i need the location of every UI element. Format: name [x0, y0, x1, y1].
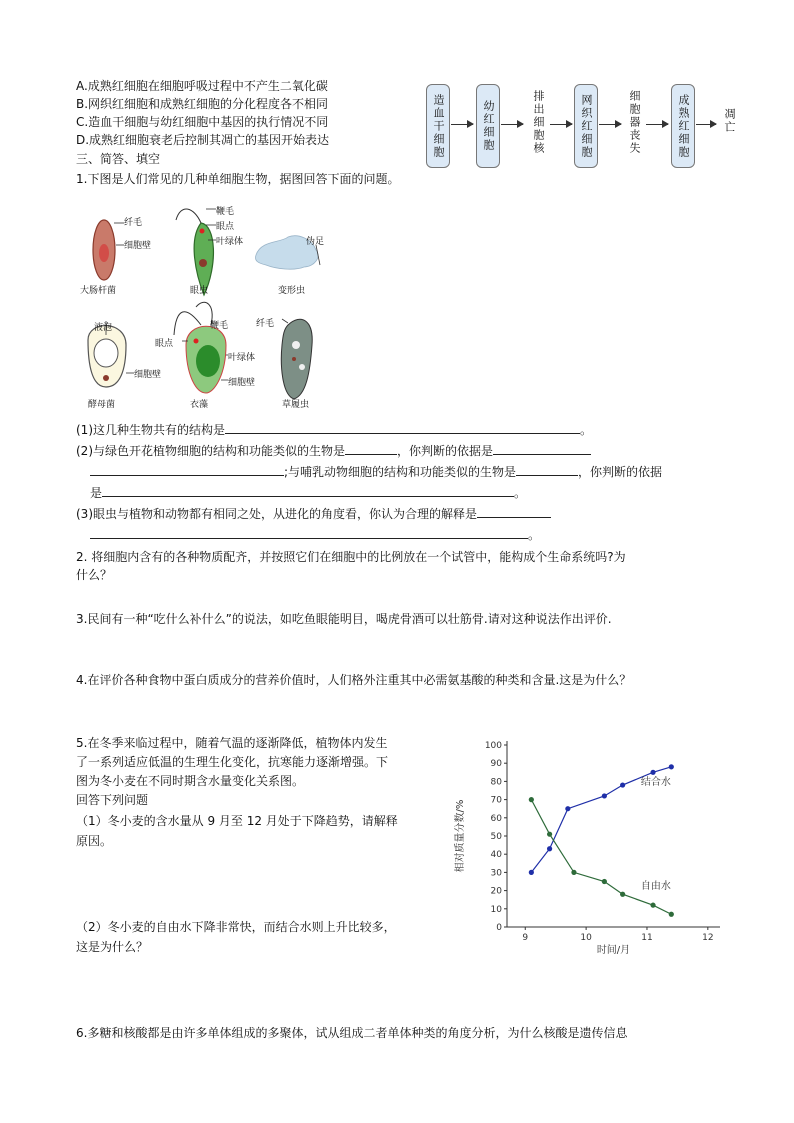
label-euglena-eyespot: 眼点: [216, 222, 235, 232]
label-chlamy-flagellum: 鞭毛: [210, 321, 229, 331]
option-c: C.造血干细胞与幼红细胞中基因的执行情况不同: [76, 115, 329, 129]
name-euglena: 眼虫: [190, 286, 209, 296]
x-tick-label: 11: [641, 933, 653, 943]
q5-sub1-line1: （1）冬小麦的含水量从 9 月至 12 月处于下降趋势，请解释: [76, 814, 398, 828]
q6-line1: 6.多糖和核酸都是由许多单体组成的多聚体，试从组成二者单体种类的角度分析，为什么核酸是遗传信息: [76, 1026, 628, 1040]
q1-part2-line3: 是 。: [90, 483, 526, 502]
q1-stem: 1.下图是人们常见的几种单细胞生物，据图回答下面的问题。: [76, 172, 400, 186]
y-tick-label: 80: [490, 777, 502, 788]
answer-blank[interactable]: [90, 525, 528, 539]
x-tick-label: 9: [522, 933, 529, 943]
q1-part3-line1: (3)眼虫与植物和动物都有相同之处，从进化的角度看，你认为合理的解释是: [76, 504, 551, 523]
x-tick-label: 12: [702, 933, 714, 943]
q5-line2: 了一系列适应低温的生理生化变化，抗寒能力逐渐增强。下: [76, 755, 389, 769]
q2-line2: 什么？: [76, 568, 113, 582]
data-point: [669, 912, 674, 917]
organism-illustrations: [76, 195, 346, 415]
y-tick-label: 30: [490, 868, 502, 879]
data-point: [565, 806, 570, 811]
label-euglena-chloroplast: 叶绿体: [216, 237, 244, 247]
answer-blank[interactable]: [102, 483, 514, 497]
label-ecoli-cilia: 纤毛: [124, 218, 143, 228]
y-tick-label: 100: [484, 741, 502, 751]
flow-step-reticulocyte: 网织红细胞: [574, 84, 598, 168]
name-chlamydomonas: 衣藻: [190, 400, 209, 410]
y-tick-label: 40: [490, 850, 502, 861]
label-yeast-vacuole: 液泡: [94, 323, 113, 333]
q2-line1: 2. 将细胞内含有的各种物质配齐，并按照它们在细胞中的比例放在一个试管中，能构成个生命系统吗?为: [76, 550, 626, 564]
ecoli-illustration: [93, 220, 124, 280]
flow-arrow: [696, 124, 716, 125]
option-d: D.成熟红细胞衰老后控制其凋亡的基因开始表达: [76, 133, 330, 147]
label-yeast-cell-wall: 细胞壁: [134, 370, 162, 380]
y-tick-label: 50: [490, 832, 502, 842]
q5-line3: 图为冬小麦在不同时期含水量变化关系图。: [76, 774, 305, 788]
q1-part2-line2: ;与哺乳动物细胞的结构和功能类似的生物是 ，你判断的依据: [90, 462, 662, 481]
y-tick-label: 20: [490, 886, 502, 897]
flow-step-apoptosis: 凋亡: [723, 108, 736, 134]
name-yeast: 酵母菌: [88, 400, 116, 410]
name-paramecium: 草履虫: [282, 400, 310, 410]
flow-arrow: [599, 124, 621, 125]
label-euglena-flagellum: 鞭毛: [216, 207, 235, 217]
q5-sub1-line2: 原因。: [76, 834, 113, 848]
label-paramecium-cilia: 纤毛: [256, 319, 275, 329]
y-tick-label: 0: [496, 923, 502, 933]
series-line-1: [531, 800, 671, 915]
y-tick-label: 70: [490, 795, 502, 806]
data-point: [529, 797, 534, 802]
paramecium-illustration: [281, 319, 312, 399]
flow-arrow: [550, 124, 572, 125]
answer-blank[interactable]: [516, 462, 578, 476]
data-point: [571, 870, 576, 875]
data-point: [547, 832, 552, 837]
data-point: [602, 793, 607, 798]
label-chlamy-cell-wall: 细胞壁: [228, 378, 256, 388]
label-chlamy-eyespot: 眼点: [155, 339, 174, 349]
answer-blank[interactable]: [345, 441, 397, 455]
y-tick-label: 10: [490, 904, 502, 915]
label-ecoli-cell-wall: 细胞壁: [124, 241, 152, 251]
section-title: 三、简答、填空: [76, 152, 161, 166]
flow-step-proerythroblast: 幼红细胞: [476, 84, 500, 168]
chart-ticks: [485, 741, 714, 943]
q1-part1: (1)这几种生物共有的结构是 。: [76, 420, 592, 439]
q1-part2-line1: (2)与绿色开花植物细胞的结构和功能类似的生物是 ，你判断的依据是: [76, 441, 591, 460]
flow-step-organelle-loss: 细胞器丧失: [628, 90, 641, 155]
flow-arrow: [501, 124, 523, 125]
name-ecoli: 大肠杆菌: [80, 286, 117, 296]
q5-line4: 回答下列问题: [76, 793, 149, 807]
data-point: [620, 892, 625, 897]
chlamydomonas-illustration: [174, 302, 228, 393]
q4-line1: 4.在评价各种食物中蛋白质成分的营养价值时，人们格外注重其中必需氨基酸的种类和含量.这是为什么？: [76, 673, 632, 687]
flow-step-enucleation: 排出细胞核: [532, 90, 545, 155]
flow-step-mature-rbc: 成熟红细胞: [671, 84, 695, 168]
q5-sub2-line1: （2）冬小麦的自由水下降非常快，而结合水则上升比较多，: [76, 920, 396, 934]
label-amoeba-pseudopod: 伪足: [306, 237, 325, 247]
series-label-free-water: 自由水: [640, 880, 671, 892]
chart-y-axis-label: 相对质量分数/%: [455, 799, 466, 873]
data-point: [547, 846, 552, 851]
chart-axes: [507, 741, 720, 927]
name-amoeba: 变形虫: [278, 286, 306, 296]
option-a: A.成熟红细胞在细胞呼吸过程中不产生二氧化碳: [76, 79, 328, 93]
chart-x-axis-label: 时间/月: [596, 945, 631, 956]
option-b: B.网织红细胞和成熟红细胞的分化程度各不相同: [76, 97, 329, 111]
data-point: [620, 782, 625, 787]
water-content-chart: [445, 735, 735, 960]
q5-line1: 5.在冬季来临过程中，随着气温的逐渐降低，植物体内发生: [76, 736, 388, 750]
flow-arrow: [646, 124, 668, 125]
answer-blank[interactable]: [477, 504, 551, 518]
data-point: [602, 879, 607, 884]
y-tick-label: 90: [490, 759, 502, 770]
label-chlamy-chloroplast: 叶绿体: [228, 353, 256, 363]
data-point: [529, 870, 534, 875]
data-point: [669, 764, 674, 769]
answer-blank[interactable]: [225, 420, 580, 434]
x-tick-label: 10: [580, 933, 592, 943]
data-point: [650, 903, 655, 908]
q1-part3-line2: 。: [90, 525, 540, 544]
flow-step-hsc: 造血干细胞: [426, 84, 450, 168]
flow-arrow: [451, 124, 473, 125]
q3-line1: 3.民间有一种“吃什么补什么”的说法，如吃鱼眼能明目，喝虎骨酒可以壮筋骨.请对这种说法作出评价.: [76, 612, 612, 626]
q5-sub2-line2: 这是为什么？: [76, 940, 149, 954]
data-point: [650, 770, 655, 775]
answer-blank[interactable]: [90, 462, 284, 476]
y-tick-label: 60: [490, 813, 502, 824]
series-label-bound-water: 结合水: [640, 777, 671, 789]
answer-blank[interactable]: [493, 441, 591, 455]
